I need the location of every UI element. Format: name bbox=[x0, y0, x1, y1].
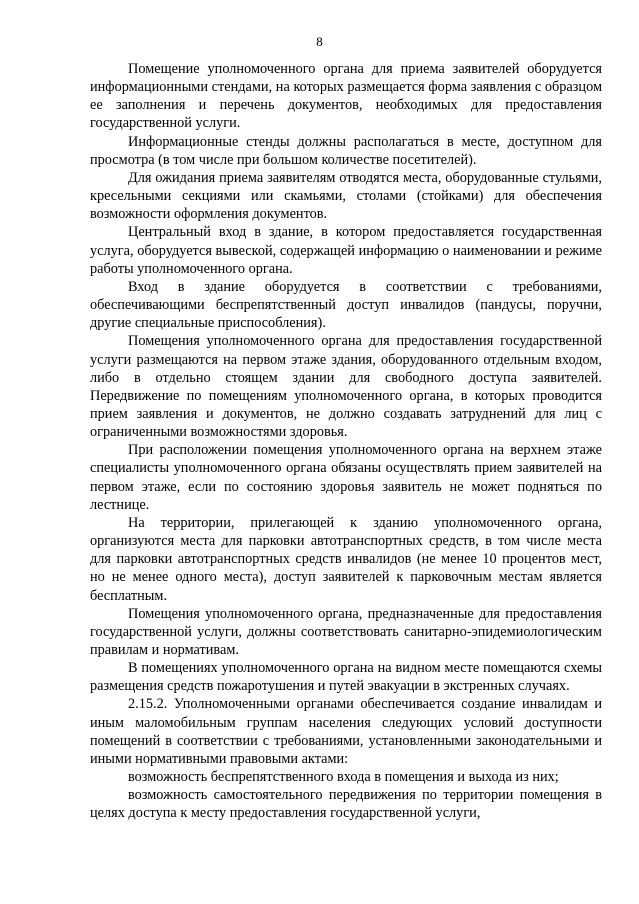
paragraph-central-entrance: Центральный вход в здание, в котором предоставляется государственная услуга, оборудуется вывеской, содержащей информацию о наименовании и режиме работы уполномоченного органа. bbox=[90, 224, 602, 277]
body-text bbox=[90, 60, 602, 823]
paragraph-independent-movement: возможность самостоятельного передвижения по территории помещения в целях доступа к месту предоставления государственной услуги, bbox=[90, 787, 602, 822]
paragraph-ground-floor-premises: Помещения уполномоченного органа для предоставления государственной услуги размещаются на первом этаже здания, оборудованного отдельным входом, либо в отдельно стоящем здании для свободного доступа заявителей. Передвижение по помещениям уполномоченного органа, в которых проводится прием заявления и документов, не должно создавать затруднений для лиц с ограниченными возможностями здоровья. bbox=[90, 333, 602, 441]
page-number: 8 bbox=[316, 34, 323, 49]
paragraph-info-stands-equipment: Помещение уполномоченного органа для приема заявителей оборудуется информационными стендами, на которых размещается форма заявления с образцом ее заполнения и перечень документов, необходимых для предоставления государственной услуги. bbox=[90, 61, 602, 132]
paragraph-info-stands-location: Информационные стенды должны располагаться в месте, доступном для просмотра (в том числе при большом количестве посетителей). bbox=[90, 133, 602, 168]
paragraph-unobstructed-entry: возможность беспрепятственного входа в помещения и выхода из них; bbox=[128, 769, 559, 786]
paragraph-fire-evacuation: В помещениях уполномоченного органа на видном месте помещаются схемы размещения средств пожаротушения и путей эвакуации в экстренных случаях. bbox=[90, 660, 602, 695]
paragraph-parking: На территории, прилегающей к зданию уполномоченного органа, организуются места для парковки автотранспортных средств, в том числе места для парковки автотранспортных средств инвалидов (не менее 10 процентов мест, но не менее одного места), доступ заявителей к парковочным местам является бесплатным. bbox=[90, 514, 602, 604]
paragraph-upper-floor-reception: При расположении помещения уполномоченного органа на верхнем этаже специалисты уполномоченного органа обязаны осуществлять прием заявителей на первом этаже, если по состоянию здоровья заявитель не может подняться по лестнице. bbox=[90, 442, 602, 513]
paragraph-accessible-entrance: Вход в здание оборудуется в соответствии с требованиями, обеспечивающими беспрепятственный доступ инвалидов (пандусы, поручни, другие специальные приспособления). bbox=[90, 278, 602, 332]
paragraph-clause-2-15-2: 2.15.2. Уполномоченными органами обеспечивается создание инвалидам и иным маломобильным группам населения следующих условий доступности помещений в соответствии с требованиями, установленными законодательными и иными нормативными правовыми актами: bbox=[90, 696, 602, 767]
paragraph-sanitary-rules: Помещения уполномоченного органа, предназначенные для предоставления государственной услуги, должны соответствовать санитарно-эпидемиологическим правилам и нормативам. bbox=[90, 605, 602, 658]
paragraph-waiting-area: Для ожидания приема заявителям отводятся места, оборудованные стульями, кресельными секциями или скамьями, столами (стойками) для обеспечения возможности оформления документов. bbox=[90, 169, 602, 223]
